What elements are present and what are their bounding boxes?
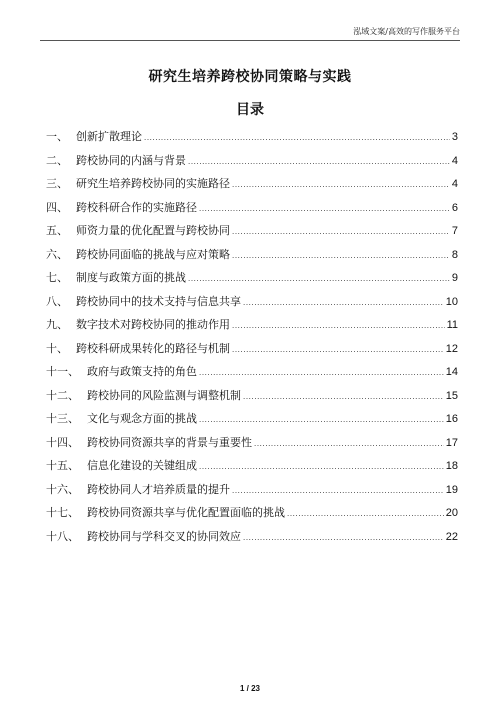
toc-entry-number: 二、 <box>46 153 68 167</box>
toc-entry-page: 17 <box>445 436 458 449</box>
toc-entry-page: 8 <box>451 248 458 261</box>
toc-entry-page: 16 <box>445 413 458 425</box>
toc-entry-8[interactable] <box>46 293 458 317</box>
toc-dot-leader <box>144 133 450 142</box>
toc-entry-1[interactable] <box>46 128 458 152</box>
toc-entry-number: 六、 <box>46 247 68 261</box>
toc-dot-leader <box>188 157 450 166</box>
toc-entry-page: 14 <box>445 366 458 378</box>
toc-entry-number: 十四、 <box>46 435 79 449</box>
toc-entry-page: 3 <box>451 131 458 143</box>
toc-entry-page: 4 <box>451 178 458 190</box>
toc-heading: 目录 <box>236 102 264 118</box>
header-divider <box>40 40 460 41</box>
toc-entry-title: 跨校协同与学科交叉的协同效应 <box>87 529 241 543</box>
toc-dot-leader <box>243 392 444 401</box>
toc-entry-number: 七、 <box>46 271 68 284</box>
toc-entry-page: 4 <box>451 154 458 167</box>
toc-entry-title: 政府与政策支持的角色 <box>87 365 197 378</box>
toc-entry-title: 跨校协同中的技术支持与信息共享 <box>76 294 241 308</box>
toc-entry-title: 跨校协同人才培养质量的提升 <box>87 482 230 496</box>
toc-entry-title: 跨校协同资源共享的背景与重要性 <box>87 435 252 449</box>
toc-entry-number: 十三、 <box>46 412 79 425</box>
toc-entry-3[interactable] <box>46 175 458 199</box>
toc-entry-page: 22 <box>445 530 458 543</box>
toc-entry-18[interactable] <box>46 528 458 552</box>
page-number: 1 / 23 <box>239 684 260 693</box>
toc-entry-number: 十二、 <box>46 388 79 402</box>
toc-entry-9[interactable] <box>46 316 458 340</box>
header-brand: 泓域文案/高效的写作服务平台 <box>353 27 460 36</box>
toc-dot-leader <box>199 462 444 471</box>
toc-entry-page: 10 <box>445 295 458 308</box>
toc-entry-title: 跨校协同的内涵与背景 <box>76 153 186 167</box>
toc-entry-page: 6 <box>451 201 458 214</box>
toc-entry-page: 18 <box>445 460 458 472</box>
toc-entry-16[interactable] <box>46 481 458 505</box>
toc-entry-title: 制度与政策方面的挑战 <box>76 271 186 284</box>
toc-entry-7[interactable] <box>46 269 458 293</box>
toc-dot-leader <box>243 298 444 307</box>
toc-entry-page: 20 <box>445 507 458 519</box>
toc-list <box>46 128 458 551</box>
toc-entry-4[interactable] <box>46 199 458 223</box>
toc-entry-title: 研究生培养跨校协同的实施路径 <box>76 177 230 190</box>
toc-entry-11[interactable] <box>46 363 458 387</box>
document-title: 研究生培养跨校协同策略与实践 <box>148 69 352 85</box>
toc-entry-14[interactable] <box>46 434 458 458</box>
toc-entry-5[interactable] <box>46 222 458 246</box>
toc-dot-leader <box>199 204 450 213</box>
toc-entry-title: 跨校协同的风险监测与调整机制 <box>87 388 241 402</box>
toc-entry-number: 四、 <box>46 200 68 214</box>
toc-entry-number: 一、 <box>46 130 68 143</box>
toc-entry-number: 九、 <box>46 318 68 331</box>
toc-entry-17[interactable] <box>46 504 458 528</box>
toc-dot-leader <box>232 180 450 189</box>
toc-dot-leader <box>199 368 444 377</box>
toc-entry-number: 十五、 <box>46 459 79 472</box>
toc-entry-title: 跨校协同面临的挑战与应对策略 <box>76 247 230 261</box>
toc-entry-13[interactable] <box>46 410 458 434</box>
toc-entry-title: 信息化建设的关键组成 <box>87 459 197 472</box>
toc-entry-number: 五、 <box>46 224 68 237</box>
toc-dot-leader <box>188 274 450 283</box>
toc-entry-number: 十、 <box>46 341 68 355</box>
toc-dot-leader <box>232 345 444 354</box>
toc-entry-number: 十八、 <box>46 529 79 543</box>
toc-entry-title: 文化与观念方面的挑战 <box>87 412 197 425</box>
toc-entry-page: 15 <box>445 389 458 402</box>
toc-entry-page: 12 <box>445 342 458 355</box>
toc-entry-page: 9 <box>451 272 458 284</box>
toc-entry-number: 十六、 <box>46 482 79 496</box>
toc-dot-leader <box>232 321 445 330</box>
toc-dot-leader <box>287 509 444 518</box>
toc-entry-title: 跨校科研合作的实施路径 <box>76 200 197 214</box>
toc-entry-page: 19 <box>445 483 458 496</box>
toc-dot-leader <box>199 415 444 424</box>
toc-entry-page: 7 <box>451 225 458 237</box>
toc-entry-2[interactable] <box>46 152 458 176</box>
toc-entry-title: 跨校协同资源共享与优化配置面临的挑战 <box>87 506 285 519</box>
toc-dot-leader <box>232 486 444 495</box>
toc-dot-leader <box>254 439 444 448</box>
toc-entry-6[interactable] <box>46 246 458 270</box>
toc-entry-page: 11 <box>446 319 458 331</box>
toc-entry-12[interactable] <box>46 387 458 411</box>
toc-dot-leader <box>232 227 450 236</box>
toc-entry-title: 数字技术对跨校协同的推动作用 <box>76 318 230 331</box>
toc-entry-title: 师资力量的优化配置与跨校协同 <box>76 224 230 237</box>
toc-entry-number: 十七、 <box>46 506 79 519</box>
toc-entry-15[interactable] <box>46 457 458 481</box>
toc-entry-10[interactable] <box>46 340 458 364</box>
toc-dot-leader <box>232 251 450 260</box>
toc-entry-title: 创新扩散理论 <box>76 130 142 143</box>
toc-entry-number: 八、 <box>46 294 68 308</box>
toc-entry-title: 跨校科研成果转化的路径与机制 <box>76 341 230 355</box>
toc-entry-number: 十一、 <box>46 365 79 378</box>
toc-dot-leader <box>243 533 444 542</box>
toc-entry-number: 三、 <box>46 177 68 190</box>
